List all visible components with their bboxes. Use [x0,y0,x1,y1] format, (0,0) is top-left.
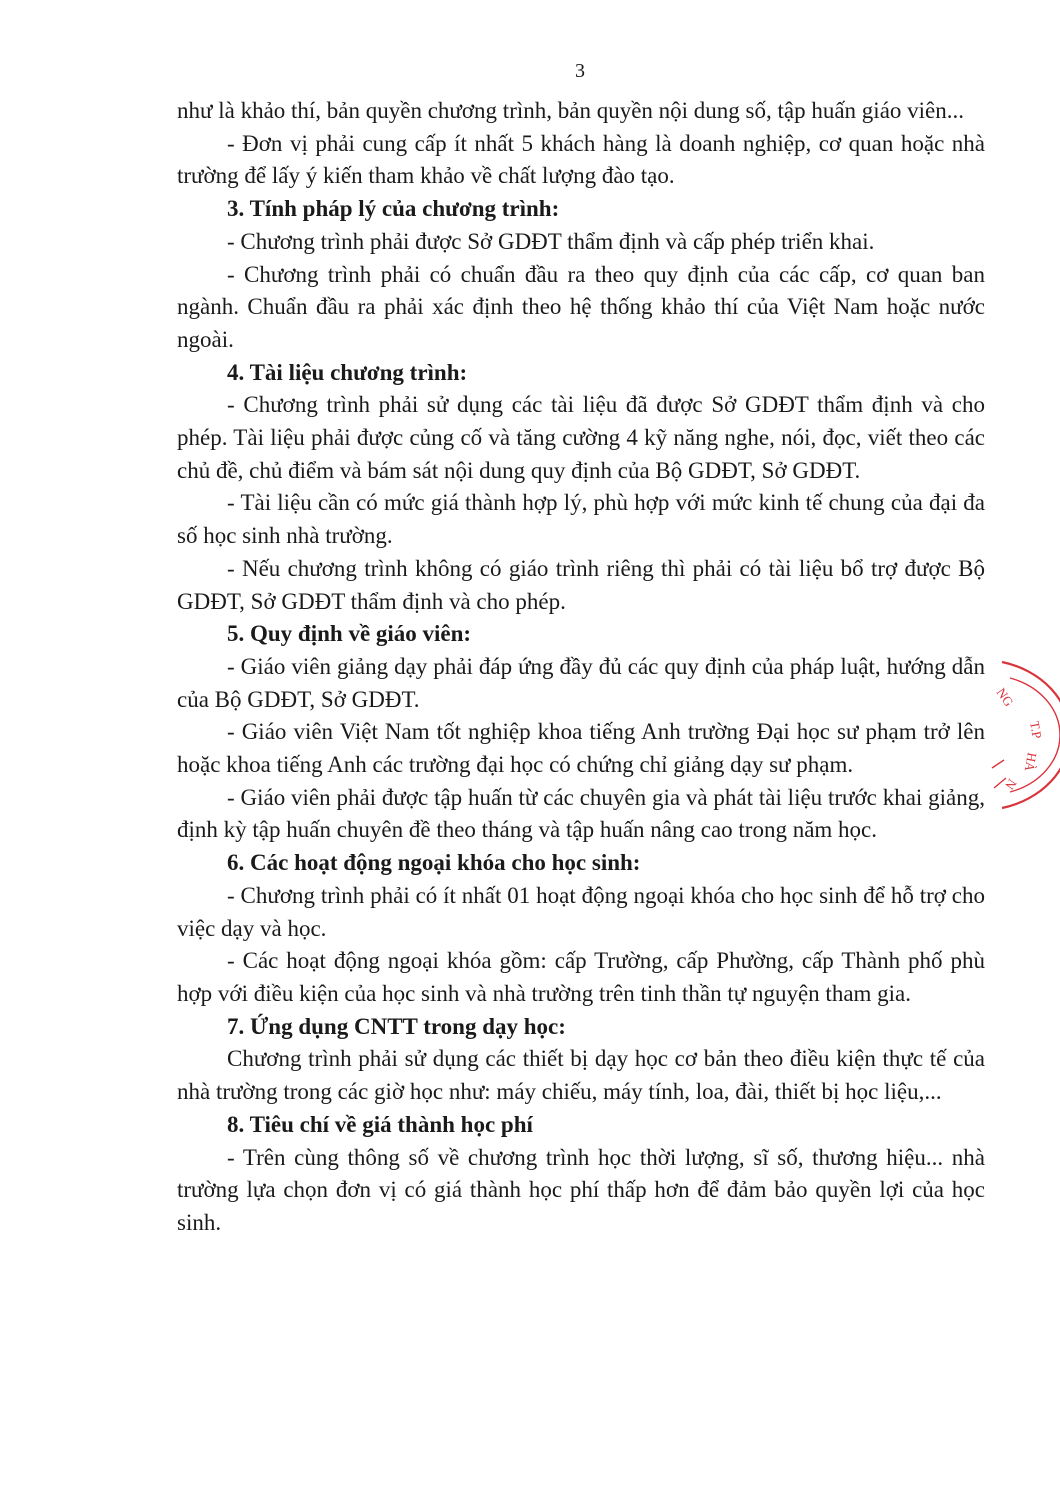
paragraph: - Giáo viên giảng dạy phải đáp ứng đầy đủ các quy định của pháp luật, hướng dẫn của Bộ GDĐT, Sở GDĐT. [177,653,985,712]
paragraph: - Chương trình phải được Sở GDĐT thẩm định và cấp phép triển khai. [227,228,875,254]
section-heading: 8. Tiêu chí về giá thành học phí [227,1111,533,1137]
section-heading: 6. Các hoạt động ngoại khóa cho học sinh: [227,850,641,876]
paragraph: - Nếu chương trình không có giáo trình riêng thì phải có tài liệu bổ trợ được Bộ GDĐT, Sở GDĐT thẩm định và cho phép. [177,555,985,614]
paragraph: như là khảo thí, bản quyền chương trình, bản quyền nội dung số, tập huấn giáo viên... [177,98,965,123]
paragraph: - Đơn vị phải cung cấp ít nhất 5 khách hàng là doanh nghiệp, cơ quan hoặc nhà trường để lấy ý kiến tham khảo về chất lượng đào tạo. [177,130,985,189]
paragraph: Chương trình phải sử dụng các thiết bị dạy học cơ bản theo điều kiện thực tế của nhà trường trong các giờ học như: máy chiếu, máy tính, loa, đài, thiết bị học liệu,... [177,1046,985,1105]
section-heading: 4. Tài liệu chương trình: [227,359,468,385]
section-heading: 5. Quy định về giáo viên: [227,621,472,647]
stamp-text: NG [993,685,1017,710]
document-body [177,95,985,1240]
paragraph: - Trên cùng thông số về chương trình học thời lượng, sĩ số, thương hiệu... nhà trường lựa chọn đơn vị có giá thành học phí thấp hơn để đảm bảo quyền lợi của học sinh. [177,1144,985,1235]
section-heading: 7. Ứng dụng CNTT trong dạy học: [227,1013,566,1039]
stamp-text: N [1002,776,1020,793]
paragraph: - Giáo viên phải được tập huấn từ các chuyên gia và phát tài liệu trước khai giảng, định kỳ tập huấn chuyên đề theo tháng và tập huấn nâng cao trong năm học. [177,784,985,843]
page-number: 3 [575,60,585,82]
stamp-text: HÀ [1021,751,1040,773]
paragraph: - Chương trình phải có chuẩn đầu ra theo quy định của các cấp, cơ quan ban ngành. Chuẩn đầu ra phải xác định theo hệ thống khảo thí của Việt Nam hoặc nước ngoài. [177,261,985,352]
stamp-text: T.P [1027,719,1045,740]
section-heading: 3. Tính pháp lý của chương trình: [227,196,560,222]
paragraph: - Chương trình phải có ít nhất 01 hoạt động ngoại khóa cho học sinh để hỗ trợ cho việc dạy và học. [177,882,985,941]
paragraph: - Giáo viên Việt Nam tốt nghiệp khoa tiếng Anh trường Đại học sư phạm trở lên hoặc khoa tiếng Anh các trường đại học có chứng chỉ giảng dạy sư phạm. [177,719,985,778]
paragraph: - Tài liệu cần có mức giá thành hợp lý, phù hợp với mức kinh tế chung của đại đa số học sinh nhà trường. [177,490,985,549]
paragraph: - Các hoạt động ngoại khóa gồm: cấp Trường, cấp Phường, cấp Thành phố phù hợp với điều kiện của học sinh và nhà trường trên tinh thần tự nguyện tham gia. [177,948,985,1006]
red-seal-stamp-fragment [982,660,1060,810]
paragraph: - Chương trình phải sử dụng các tài liệu đã được Sở GDĐT thẩm định và cho phép. Tài liệu phải được củng cố và tăng cường 4 kỹ năng nghe, nói, đọc, viết theo các chủ đề, chủ điểm và bám sát nội dung quy định của Bộ GDĐT, Sở GDĐT. [177,392,985,483]
